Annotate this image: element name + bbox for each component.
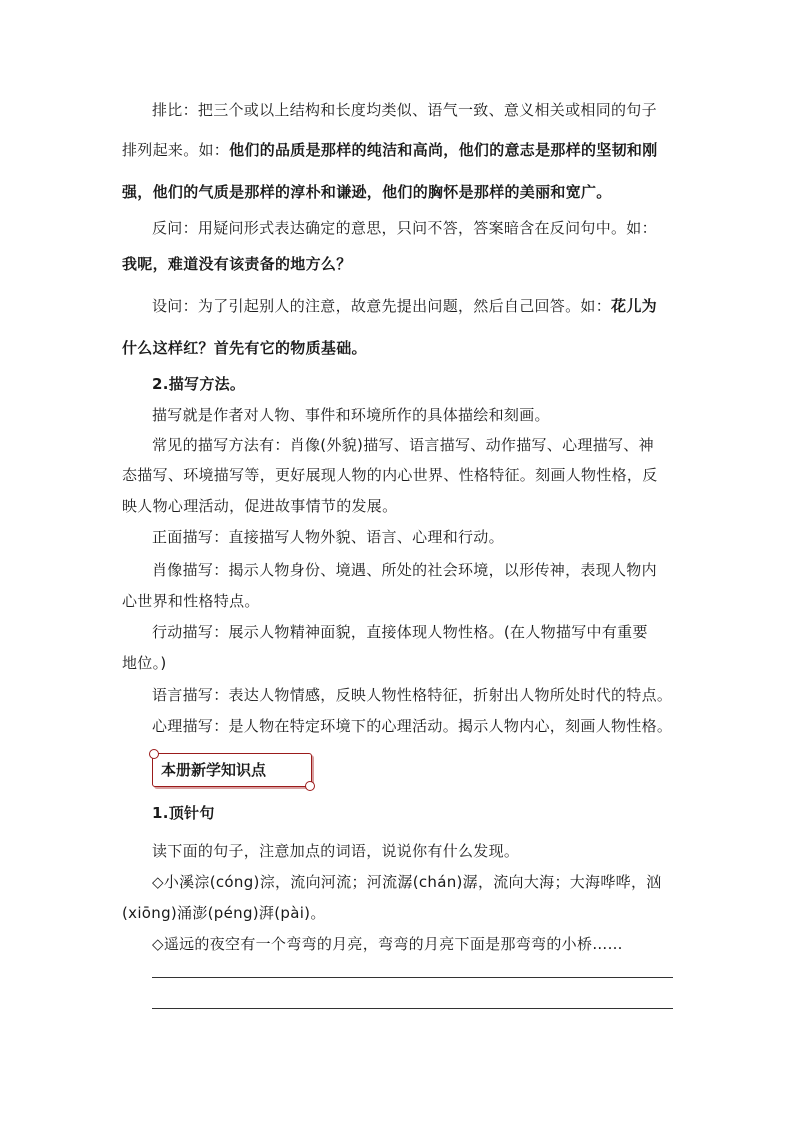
new-knowledge-title-box: [152, 753, 312, 787]
direct-description: 正面描写：直接描写人物外貌、语言、心理和行动。: [152, 528, 504, 546]
paibi-definition-line2: [122, 140, 658, 160]
action-description-line1: 行动描写：展示人物精神面貌，直接体现人物性格。(在人物描写中有重要: [152, 623, 648, 641]
section-heading-description-methods: 2.描写方法。: [152, 375, 246, 393]
answer-line-2[interactable]: [152, 1008, 673, 1009]
shewen-example-part1: 花儿为: [611, 297, 657, 315]
example-sentence-2: ◇遥远的夜空有一个弯弯的月亮，弯弯的月亮下面是那弯弯的小桥……: [152, 935, 623, 953]
paibi-intro: 排列起来。如：: [122, 141, 230, 159]
example-sentence-1-line1: ◇小溪淙(cóng)淙，流向河流；河流潺(chán)潺，流向大海；大海哗哗，汹: [152, 873, 662, 891]
example-sentence-1-line2: (xiōng)涌澎(péng)湃(pài)。: [122, 904, 326, 922]
shewen-definition-line1: [152, 296, 657, 316]
paibi-example-part2: 强，他们的气质是那样的淳朴和谦逊，他们的胸怀是那样的美丽和宽广。: [122, 183, 612, 201]
section-heading-dingzhen: 1.顶针句: [152, 804, 215, 822]
portrait-description-line2: 心世界和性格特点。: [122, 592, 260, 610]
action-description-line2: 地位。): [122, 654, 167, 672]
fanwen-definition: 反问：用疑问形式表达确定的意思，只问不答，答案暗含在反问句中。如：: [152, 219, 657, 237]
shewen-example-part2: 什么这样红？首先有它的物质基础。: [122, 339, 367, 357]
scroll-curl-icon: [149, 749, 159, 759]
common-methods-line3: 映人物心理活动，促进故事情节的发展。: [122, 497, 398, 515]
paibi-definition-line1: 排比：把三个或以上结构和长度均类似、语气一致、意义相关或相同的句子: [152, 101, 657, 119]
paibi-example-part1: 他们的品质是那样的纯洁和高尚，他们的意志是那样的坚韧和刚: [229, 141, 658, 159]
scroll-curl-icon: [305, 781, 315, 791]
shewen-definition: 设问：为了引起别人的注意，故意先提出问题，然后自己回答。如：: [152, 297, 612, 315]
mental-description: 心理描写：是人物在特定环境下的心理活动。揭示人物内心，刻画人物性格。: [152, 717, 673, 735]
speech-description: 语言描写：表达人物情感，反映人物性格特征，折射出人物所处时代的特点。: [152, 686, 673, 704]
portrait-description-line1: 肖像描写：揭示人物身份、境遇、所处的社会环境，以形传神，表现人物内: [152, 561, 657, 579]
description-definition: 描写就是作者对人物、事件和环境所作的具体描绘和刻画。: [152, 406, 550, 424]
exercise-prompt: 读下面的句子，注意加点的词语，说说你有什么发现。: [152, 842, 520, 860]
common-methods-line1: 常见的描写方法有：肖像(外貌)描写、语言描写、动作描写、心理描写、神: [152, 436, 654, 454]
common-methods-line2: 态描写、环境描写等，更好展现人物的内心世界、性格特征。刻画人物性格，反: [122, 466, 658, 484]
new-knowledge-title: 本册新学知识点: [161, 761, 267, 779]
answer-line-1[interactable]: [152, 977, 673, 978]
fanwen-example: 我呢，难道没有该责备的地方么？: [122, 255, 352, 273]
